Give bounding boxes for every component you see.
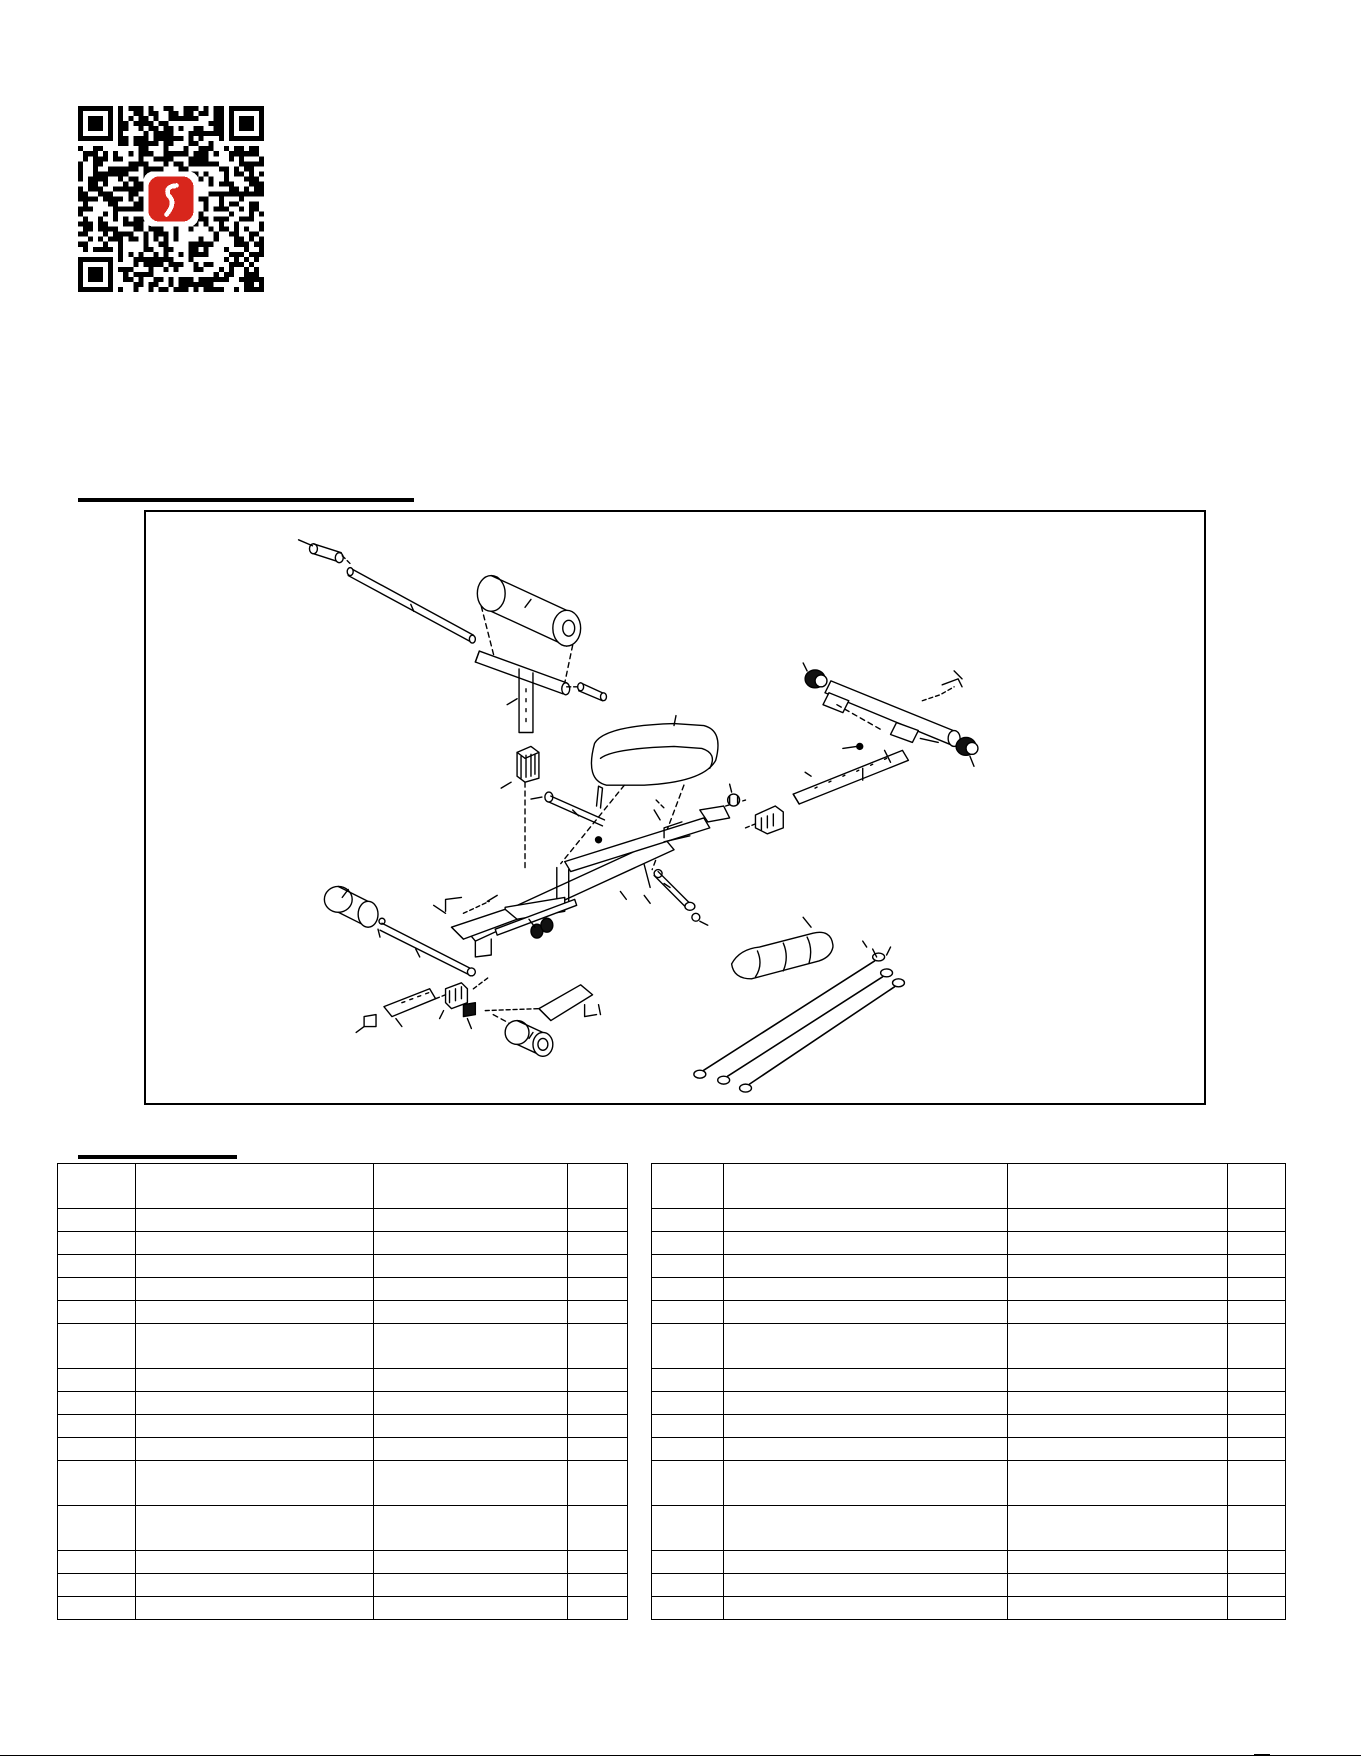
table-cell: [568, 1506, 628, 1551]
table-row: [652, 1551, 1286, 1574]
table-cell: [1228, 1392, 1286, 1415]
table-cell: [652, 1438, 724, 1461]
table-cell: [724, 1209, 1008, 1232]
table-cell: [1228, 1232, 1286, 1255]
table-row: [58, 1278, 628, 1301]
table-cell: [374, 1369, 568, 1392]
table-cell: [724, 1597, 1008, 1620]
table-cell: [1228, 1209, 1286, 1232]
table-cell: [652, 1415, 724, 1438]
leg-roller-pad: [732, 932, 833, 978]
table-cell: [568, 1301, 628, 1324]
table-cell: [568, 1278, 628, 1301]
table-cell: [652, 1232, 724, 1255]
table-cell: [58, 1551, 136, 1574]
table-cell: [724, 1232, 1008, 1255]
top-roller-pad: [477, 576, 580, 647]
table-cell: [1228, 1255, 1286, 1278]
left-foot-roller: [324, 886, 378, 927]
qr-code-icon: [78, 106, 264, 292]
table-cell: [58, 1438, 136, 1461]
table-cell: [374, 1506, 568, 1551]
table-cell: [1008, 1209, 1228, 1232]
table-cell: [136, 1461, 374, 1506]
table-row: [58, 1415, 628, 1438]
table-cell: [568, 1164, 628, 1209]
table-cell: [1228, 1415, 1286, 1438]
table-cell: [1008, 1232, 1228, 1255]
table-cell: [1008, 1164, 1228, 1209]
right-roller-top: [805, 670, 827, 688]
page-bottom-rule: [0, 1755, 1361, 1756]
table-cell: [136, 1209, 374, 1232]
table-cell: [374, 1278, 568, 1301]
table-cell: [652, 1551, 724, 1574]
spring-knob-2: [541, 918, 553, 932]
table-cell: [374, 1438, 568, 1461]
table-row: [58, 1438, 628, 1461]
table-row: [652, 1255, 1286, 1278]
table-cell: [1228, 1278, 1286, 1301]
parts-table-right: [651, 1163, 1286, 1620]
table-cell: [724, 1255, 1008, 1278]
table-row: [652, 1324, 1286, 1369]
table-row: [652, 1438, 1286, 1461]
frame-knob: [728, 794, 740, 806]
exploded-diagram: [144, 510, 1206, 1105]
table-row: [58, 1232, 628, 1255]
table-cell: [136, 1369, 374, 1392]
table-cell: [58, 1232, 136, 1255]
seat-pad: [591, 724, 718, 786]
table-cell: [1228, 1506, 1286, 1551]
table-cell: [1228, 1164, 1286, 1209]
table-cell: [568, 1551, 628, 1574]
table-cell: [136, 1164, 374, 1209]
table-cell: [1008, 1597, 1228, 1620]
table-cell: [136, 1574, 374, 1597]
table-row: [58, 1301, 628, 1324]
table-header-row: [58, 1164, 628, 1209]
right-insert: [755, 806, 783, 834]
table-row: [58, 1461, 628, 1506]
table-cell: [58, 1164, 136, 1209]
table-cell: [1228, 1597, 1286, 1620]
table-row: [58, 1551, 628, 1574]
table-cell: [1008, 1369, 1228, 1392]
right-cross-bar: [825, 681, 960, 747]
right-roller-bottom: [956, 737, 978, 755]
table-cell: [58, 1461, 136, 1506]
parts-table-left: [57, 1163, 628, 1620]
table-cell: [1008, 1506, 1228, 1551]
table-cell: [58, 1597, 136, 1620]
table-cell: [136, 1415, 374, 1438]
table-row: [652, 1232, 1286, 1255]
table-cell: [652, 1255, 724, 1278]
table-cell: [724, 1392, 1008, 1415]
table-row: [58, 1369, 628, 1392]
table-cell: [724, 1369, 1008, 1392]
table-cell: [1008, 1255, 1228, 1278]
table-cell: [1008, 1461, 1228, 1506]
table-row: [652, 1301, 1286, 1324]
table-cell: [374, 1597, 568, 1620]
table-cell: [374, 1301, 568, 1324]
page-mark: [1254, 1754, 1270, 1756]
table-cell: [374, 1551, 568, 1574]
table-cell: [652, 1506, 724, 1551]
table-cell: [1228, 1301, 1286, 1324]
cable-strap-3: [740, 979, 905, 1092]
table-cell: [724, 1324, 1008, 1369]
table-cell: [1008, 1438, 1228, 1461]
table-cell: [58, 1255, 136, 1278]
table-cell: [1228, 1461, 1286, 1506]
table-cell: [1228, 1551, 1286, 1574]
table-cell: [652, 1369, 724, 1392]
table-cell: [568, 1209, 628, 1232]
table-cell: [724, 1551, 1008, 1574]
table-row: [652, 1392, 1286, 1415]
table-cell: [58, 1278, 136, 1301]
table-row: [58, 1506, 628, 1551]
main-frame: [465, 806, 729, 957]
table-cell: [136, 1506, 374, 1551]
table-cell: [58, 1574, 136, 1597]
table-cell: [136, 1324, 374, 1369]
left-adjust-tube: [384, 989, 436, 1017]
table-cell: [1008, 1415, 1228, 1438]
table-cell: [58, 1392, 136, 1415]
table-row: [58, 1209, 628, 1232]
table-cell: [136, 1232, 374, 1255]
table-cell: [374, 1461, 568, 1506]
table-cell: [1008, 1301, 1228, 1324]
table-cell: [374, 1392, 568, 1415]
rod-end-cap: [309, 544, 343, 563]
table-row: [652, 1209, 1286, 1232]
square-insert: [517, 746, 539, 782]
table-cell: [1228, 1438, 1286, 1461]
table-cell: [652, 1324, 724, 1369]
table-cell: [568, 1597, 628, 1620]
table-cell: [58, 1324, 136, 1369]
table-cell: [724, 1278, 1008, 1301]
table-cell: [374, 1324, 568, 1369]
table-cell: [136, 1392, 374, 1415]
table-cell: [724, 1506, 1008, 1551]
pull-rod: [654, 870, 695, 911]
cable-strap-2: [718, 969, 893, 1084]
table-row: [58, 1324, 628, 1369]
table-cell: [652, 1597, 724, 1620]
table-row: [58, 1255, 628, 1278]
table-cell: [1008, 1574, 1228, 1597]
table-cell: [374, 1574, 568, 1597]
table-cell: [724, 1438, 1008, 1461]
table-row: [58, 1597, 628, 1620]
table-cell: [58, 1506, 136, 1551]
short-rod: [578, 683, 607, 701]
table-row: [58, 1574, 628, 1597]
table-cell: [58, 1369, 136, 1392]
t-upright-post: [475, 651, 569, 732]
table-cell: [136, 1597, 374, 1620]
table-cell: [374, 1164, 568, 1209]
square-cap: [463, 1003, 475, 1017]
table-cell: [724, 1415, 1008, 1438]
table-row: [652, 1506, 1286, 1551]
table-cell: [652, 1278, 724, 1301]
table-cell: [1228, 1324, 1286, 1369]
table-cell: [652, 1209, 724, 1232]
adjustment-tube: [793, 750, 908, 804]
table-cell: [374, 1415, 568, 1438]
table-row: [652, 1597, 1286, 1620]
table-row: [652, 1574, 1286, 1597]
table-cell: [136, 1278, 374, 1301]
table-cell: [652, 1301, 724, 1324]
table-cell: [652, 1392, 724, 1415]
table-cell: [568, 1324, 628, 1369]
table-header-row: [652, 1164, 1286, 1209]
table-cell: [136, 1301, 374, 1324]
table-row: [652, 1278, 1286, 1301]
table-cell: [58, 1301, 136, 1324]
section-rule-diagram: [78, 498, 414, 502]
table-cell: [136, 1551, 374, 1574]
table-cell: [374, 1232, 568, 1255]
table-cell: [568, 1461, 628, 1506]
table-cell: [1228, 1369, 1286, 1392]
table-cell: [1008, 1278, 1228, 1301]
table-cell: [1008, 1392, 1228, 1415]
table-cell: [568, 1415, 628, 1438]
table-cell: [1008, 1551, 1228, 1574]
table-cell: [58, 1415, 136, 1438]
table-cell: [568, 1392, 628, 1415]
table-cell: [724, 1574, 1008, 1597]
table-cell: [136, 1438, 374, 1461]
table-cell: [374, 1255, 568, 1278]
small-end-cap: [364, 1015, 376, 1027]
table-cell: [136, 1255, 374, 1278]
table-cell: [652, 1461, 724, 1506]
table-cell: [652, 1164, 724, 1209]
table-cell: [1228, 1574, 1286, 1597]
table-cell: [58, 1209, 136, 1232]
table-cell: [568, 1232, 628, 1255]
table-cell: [652, 1574, 724, 1597]
table-row: [58, 1392, 628, 1415]
table-row: [652, 1369, 1286, 1392]
table-row: [652, 1415, 1286, 1438]
table-cell: [568, 1369, 628, 1392]
table-cell: [724, 1301, 1008, 1324]
table-cell: [374, 1209, 568, 1232]
cable-strap: [694, 953, 885, 1078]
table-cell: [568, 1438, 628, 1461]
section-rule-parts: [78, 1155, 237, 1159]
table-cell: [724, 1164, 1008, 1209]
table-cell: [568, 1255, 628, 1278]
table-cell: [724, 1461, 1008, 1506]
table-cell: [1008, 1324, 1228, 1369]
table-row: [652, 1461, 1286, 1506]
table-cell: [568, 1574, 628, 1597]
